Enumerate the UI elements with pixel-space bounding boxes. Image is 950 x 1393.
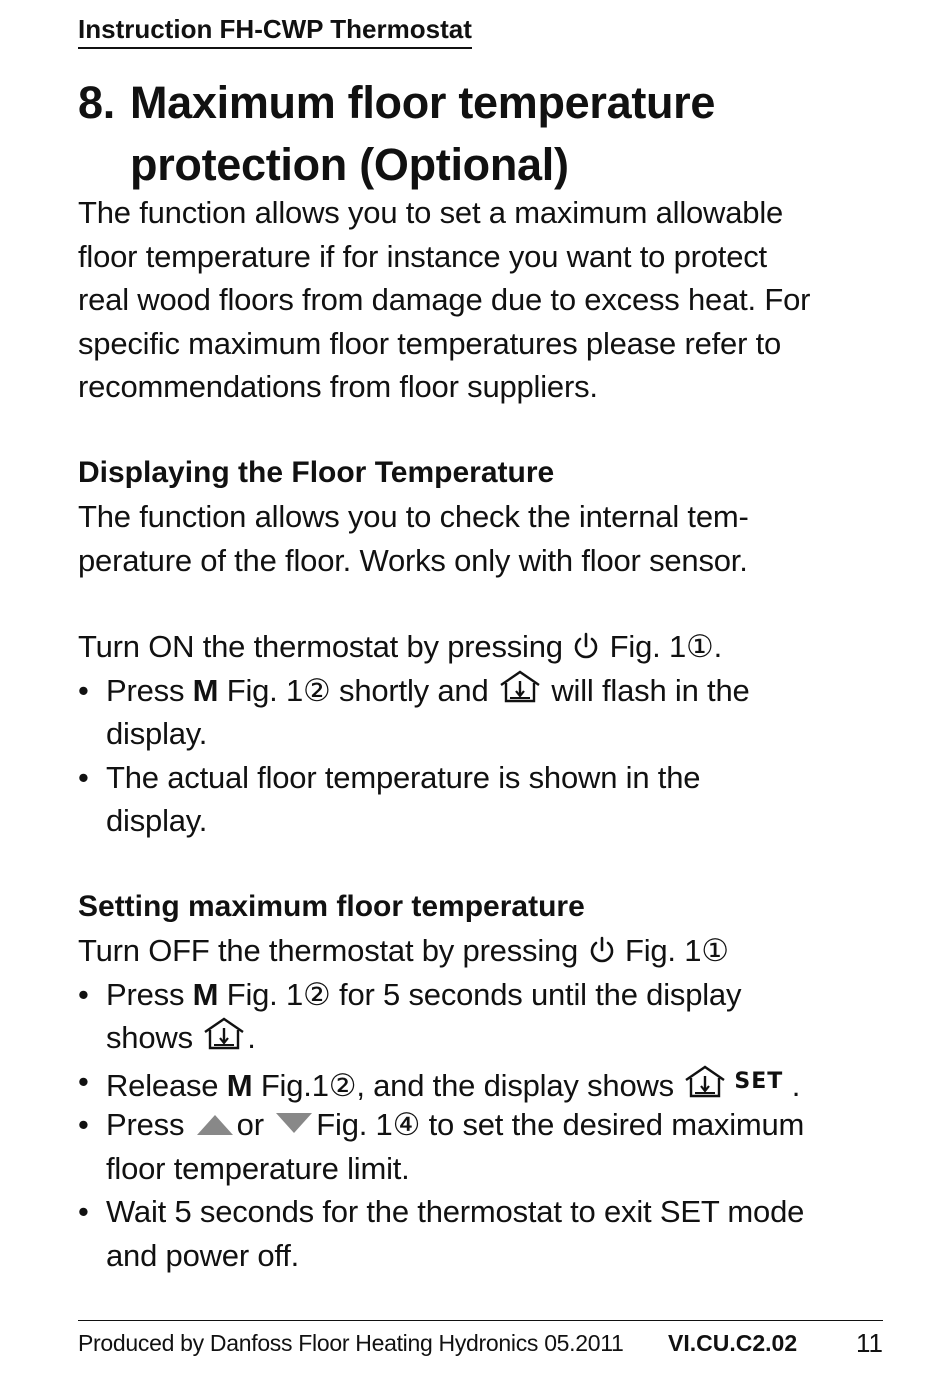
bullet: • [78, 1107, 89, 1142]
intro-line: real wood floors from damage due to excess heat. For [78, 282, 811, 317]
m-key-label: M [192, 672, 219, 708]
intro-line: The function allows you to set a maximum allowable [78, 195, 784, 230]
bullet: • [78, 672, 89, 708]
floor-temperature-icon [201, 1016, 247, 1052]
list-item: • Release M Fig.1②, and the display shows SET . [78, 1060, 884, 1105]
list-item: • Press or Fig. 1④ to set the desired maximum floor temperature limit. [78, 1103, 884, 1193]
m-key-label: M [226, 1067, 253, 1103]
floor-temperature-icon [497, 669, 543, 705]
footer-divider [78, 1320, 883, 1321]
turn-on-instruction: Turn ON the thermostat by pressing Fig. 1①. [78, 629, 722, 664]
intro-line: floor temperature if for instance you want to protect [78, 238, 767, 274]
power-icon [587, 935, 617, 965]
list-item: • Press M Fig. 1② shortly and will flash in the display. [78, 669, 884, 759]
document-header: Instruction FH-CWP Thermostat [78, 12, 472, 49]
setting-heading: Setting maximum floor temperature [78, 890, 585, 923]
list-item: • The actual floor temperature is shown in the display. [78, 756, 884, 846]
floor-temperature-icon [682, 1064, 728, 1100]
section-title-line1: Maximum floor temperature [130, 77, 716, 128]
up-arrow-icon [197, 1115, 233, 1135]
list-item: • Press M Fig. 1② for 5 seconds until the display shows . [78, 973, 884, 1063]
displaying-line: The function allows you to check the internal tem- [78, 499, 749, 534]
turn-off-instruction: Turn OFF the thermostat by pressing Fig. 1① [78, 933, 729, 968]
intro-line: specific maximum floor temperatures please refer to [78, 325, 782, 361]
bullet: • [78, 759, 89, 795]
displaying-line: perature of the floor. Works only with floor sensor. [78, 542, 748, 578]
section-title-line2: protection (Optional) [130, 139, 569, 190]
intro-line: recommendations from floor suppliers. [78, 369, 598, 404]
bullet: • [78, 1194, 89, 1229]
page-footer [78, 1326, 883, 1360]
footer-document-code: VI.CU.C2.02 [668, 1330, 798, 1356]
bullet: • [78, 1063, 89, 1099]
power-icon [571, 631, 601, 661]
down-arrow-icon [276, 1113, 312, 1133]
set-display-label: SET [734, 1068, 784, 1094]
footer-producer: Produced by Danfoss Floor Heating Hydronics 05.2011 [78, 1330, 624, 1356]
m-key-label: M [192, 976, 219, 1012]
section-number: 8. [78, 77, 115, 128]
list-item: • Wait 5 seconds for the thermostat to exit SET mode and power off. [78, 1190, 884, 1280]
displaying-heading: Displaying the Floor Temperature [78, 456, 555, 489]
bullet: • [78, 976, 89, 1012]
page-number: 11 [856, 1328, 883, 1358]
section-title [78, 72, 715, 134]
